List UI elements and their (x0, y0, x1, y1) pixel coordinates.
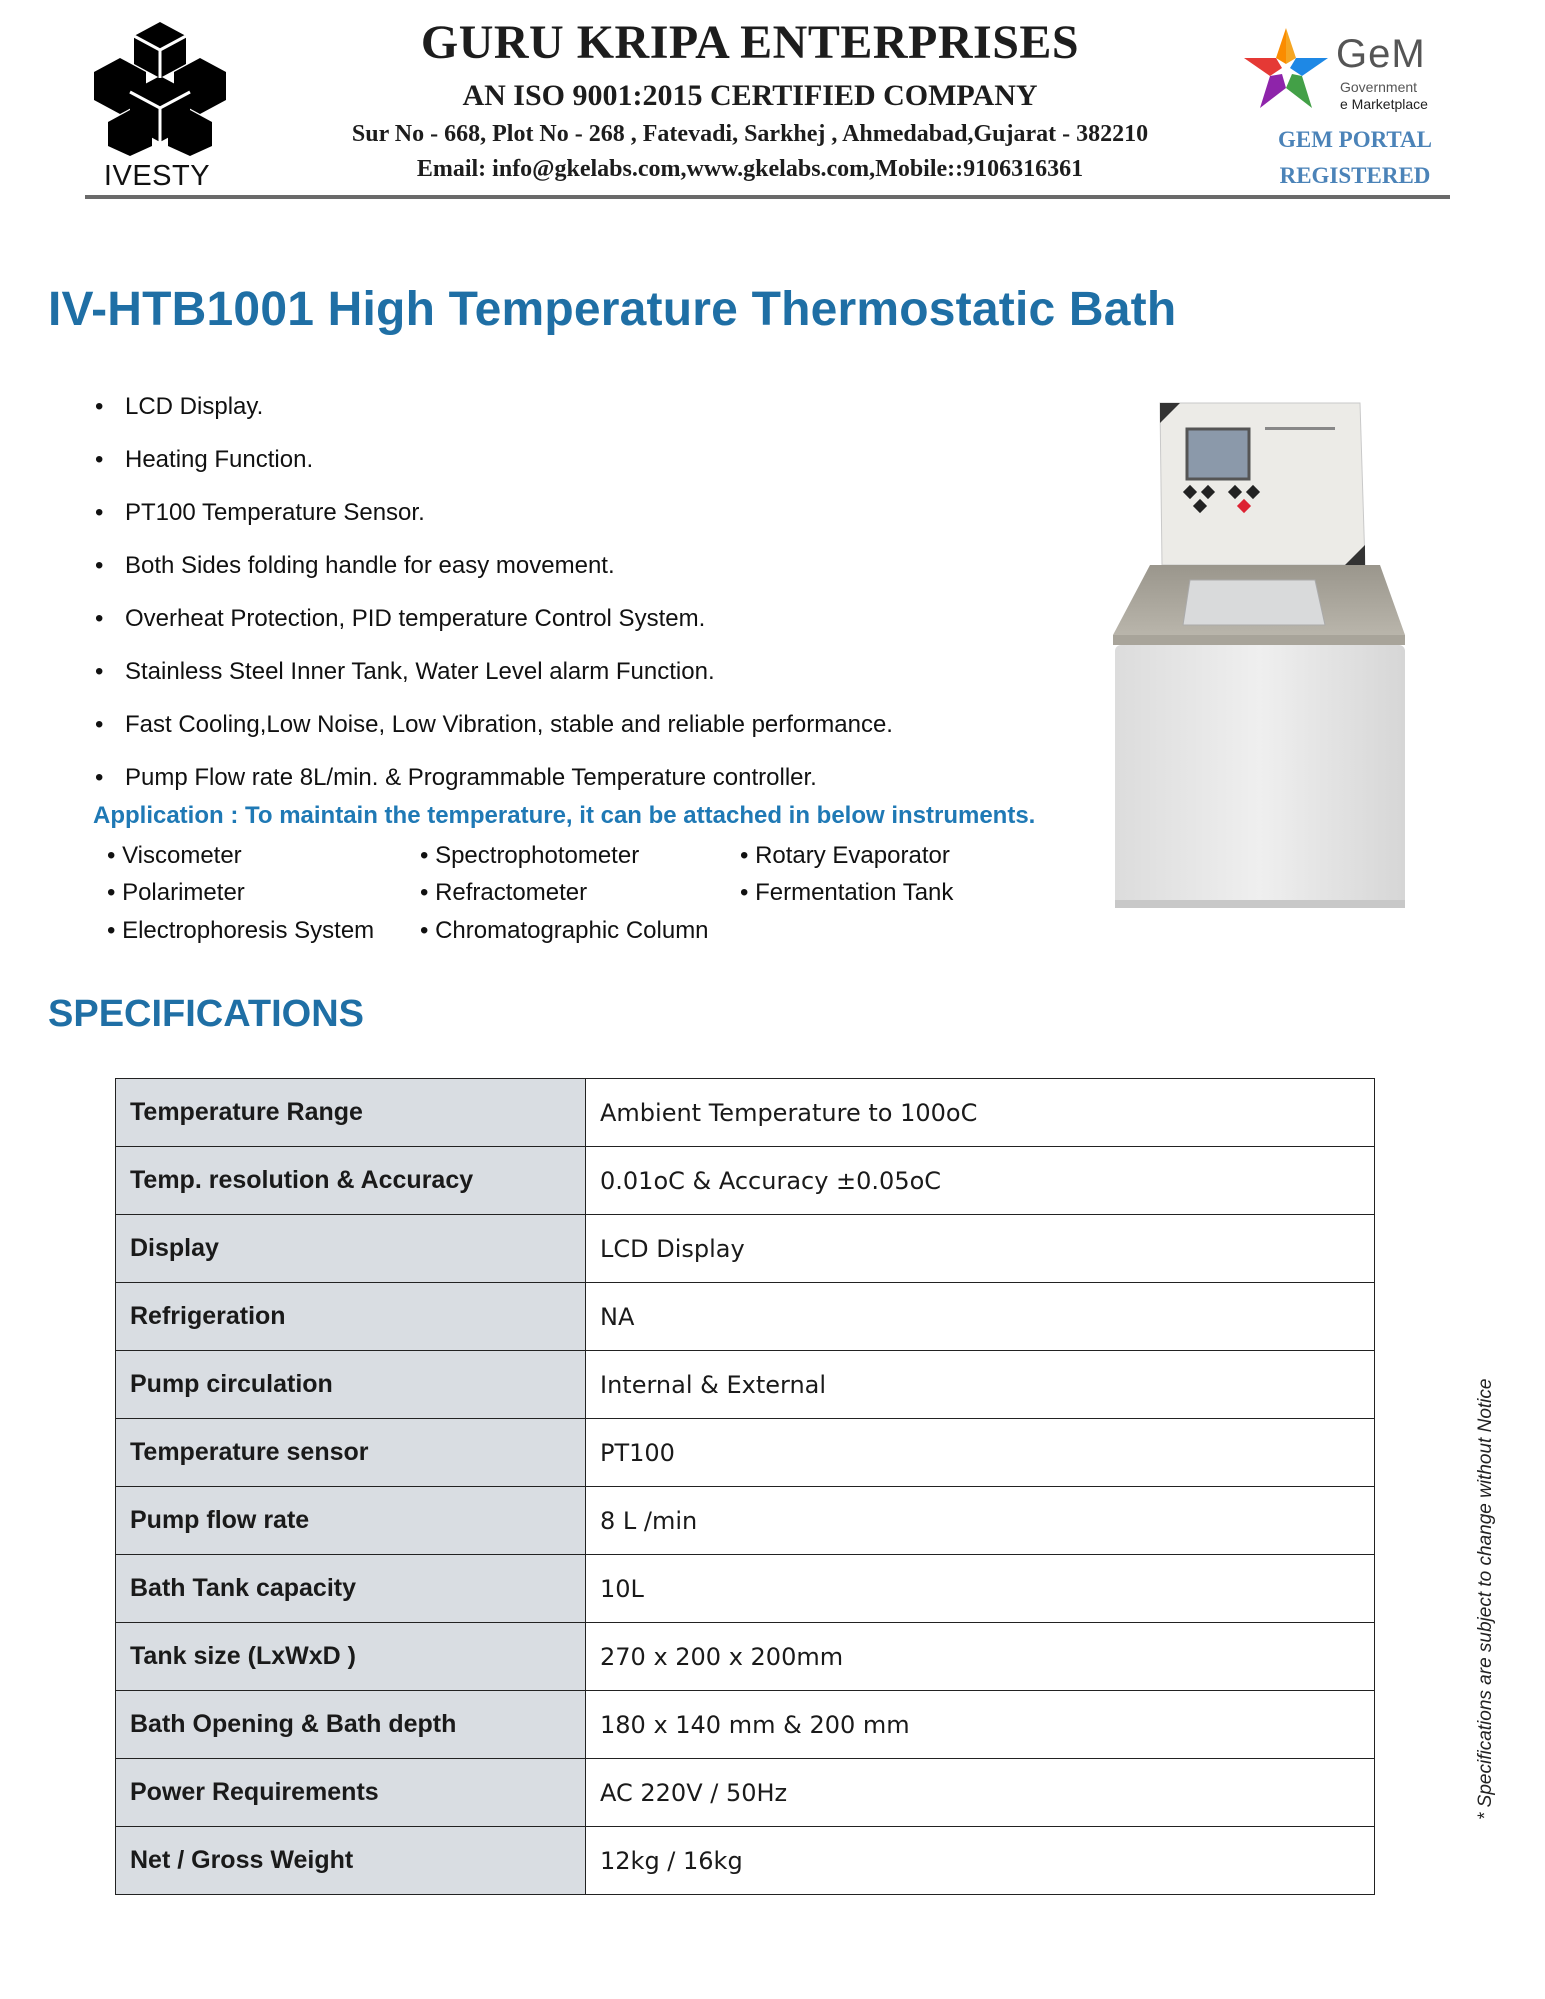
table-row (116, 1623, 1375, 1691)
spec-value: AC 220V / 50Hz (586, 1759, 1375, 1827)
spec-value: 180 x 140 mm & 200 mm (586, 1691, 1375, 1759)
company-header (270, 14, 1230, 186)
application-item: • Rotary Evaporator (740, 842, 950, 869)
spec-key: Display (116, 1215, 586, 1283)
spec-key: Temperature Range (116, 1079, 586, 1147)
specifications-table (115, 1078, 1375, 1895)
table-row (116, 1419, 1375, 1487)
product-title: IV-HTB1001 High Temperature Thermostatic Bath (48, 283, 1177, 336)
gem-marketplace: e Marketplace (1340, 96, 1428, 112)
feature-item: • Heating Function. (95, 433, 893, 486)
logo-brand-text: IVESTY (103, 160, 211, 192)
table-row (116, 1691, 1375, 1759)
application-item: • Spectrophotometer (420, 842, 640, 869)
table-row (116, 1283, 1375, 1351)
company-name: GURU KRIPA ENTERPRISES (420, 16, 1080, 69)
spec-key: Net / Gross Weight (116, 1827, 586, 1895)
spec-value: Internal & External (586, 1351, 1375, 1419)
spec-value: LCD Display (586, 1215, 1375, 1283)
table-row (116, 1079, 1375, 1147)
gem-word: GeM (1336, 32, 1426, 76)
table-row (116, 1759, 1375, 1827)
gem-star-icon (1240, 24, 1332, 116)
gem-portal-line2: REGISTERED (1279, 163, 1431, 188)
feature-item: • PT100 Temperature Sensor. (95, 486, 893, 539)
spec-key: Tank size (LxWxD ) (116, 1623, 586, 1691)
spec-value: Ambient Temperature to 100oC (586, 1079, 1375, 1147)
application-item: • Chromatographic Column (420, 917, 709, 944)
table-row (116, 1555, 1375, 1623)
feature-item: • Overheat Protection, PID temperature Control System. (95, 592, 893, 645)
application-item: • Viscometer (107, 842, 242, 869)
table-row (116, 1147, 1375, 1215)
gem-logo (1240, 24, 1450, 194)
company-address: Sur No - 668, Plot No - 268 , Fatevadi, Sarkhej , Ahmedabad,Gujarat - 382210 (351, 121, 1149, 147)
table-row (116, 1351, 1375, 1419)
spec-value: 10L (586, 1555, 1375, 1623)
spec-value: PT100 (586, 1419, 1375, 1487)
spec-key: Pump circulation (116, 1351, 586, 1419)
thermostatic-bath-image (1105, 395, 1420, 915)
table-row (116, 1215, 1375, 1283)
application-title: Application : To maintain the temperature, it can be attached in below instruments. (93, 802, 1036, 829)
feature-item: • Pump Flow rate 8L/min. & Programmable Temperature controller. (95, 751, 893, 804)
spec-value: 8 L /min (586, 1487, 1375, 1555)
spec-key: Temp. resolution & Accuracy (116, 1147, 586, 1215)
feature-item: • Fast Cooling,Low Noise, Low Vibration, stable and reliable performance. (95, 698, 893, 751)
spec-value: 0.01oC & Accuracy ±0.05oC (586, 1147, 1375, 1215)
ivesty-logo (82, 18, 232, 194)
company-contact: Email: info@gkelabs.com,www.gkelabs.com,Mobile::9106316361 (416, 156, 1084, 182)
spec-key: Refrigeration (116, 1283, 586, 1351)
feature-list (95, 380, 893, 804)
application-item: • Polarimeter (107, 879, 245, 906)
spec-key: Bath Opening & Bath depth (116, 1691, 586, 1759)
spec-value: NA (586, 1283, 1375, 1351)
gem-government: Government (1340, 79, 1418, 95)
gem-portal-registered (1240, 122, 1470, 194)
spec-key: Power Requirements (116, 1759, 586, 1827)
application-item: • Refractometer (420, 879, 588, 906)
specification-notice: * Specifications are subject to change without Notice (1475, 1378, 1496, 1820)
header-divider (85, 195, 1450, 199)
application-item: • Fermentation Tank (740, 879, 954, 906)
gem-portal-line1: GEM PORTAL (1277, 127, 1432, 152)
table-row (116, 1827, 1375, 1895)
specifications-title: SPECIFICATIONS (48, 993, 364, 1035)
feature-item: • LCD Display. (95, 380, 893, 433)
cube-cluster-icon (90, 18, 230, 158)
application-item: • Electrophoresis System (107, 917, 375, 944)
feature-item: • Both Sides folding handle for easy movement. (95, 539, 893, 592)
spec-key: Pump flow rate (116, 1487, 586, 1555)
spec-key: Temperature sensor (116, 1419, 586, 1487)
spec-value: 12kg / 16kg (586, 1827, 1375, 1895)
spec-value: 270 x 200 x 200mm (586, 1623, 1375, 1691)
spec-key: Bath Tank capacity (116, 1555, 586, 1623)
iso-certification: AN ISO 9001:2015 CERTIFIED COMPANY (462, 79, 1038, 112)
table-row (116, 1487, 1375, 1555)
feature-item: • Stainless Steel Inner Tank, Water Level alarm Function. (95, 645, 893, 698)
